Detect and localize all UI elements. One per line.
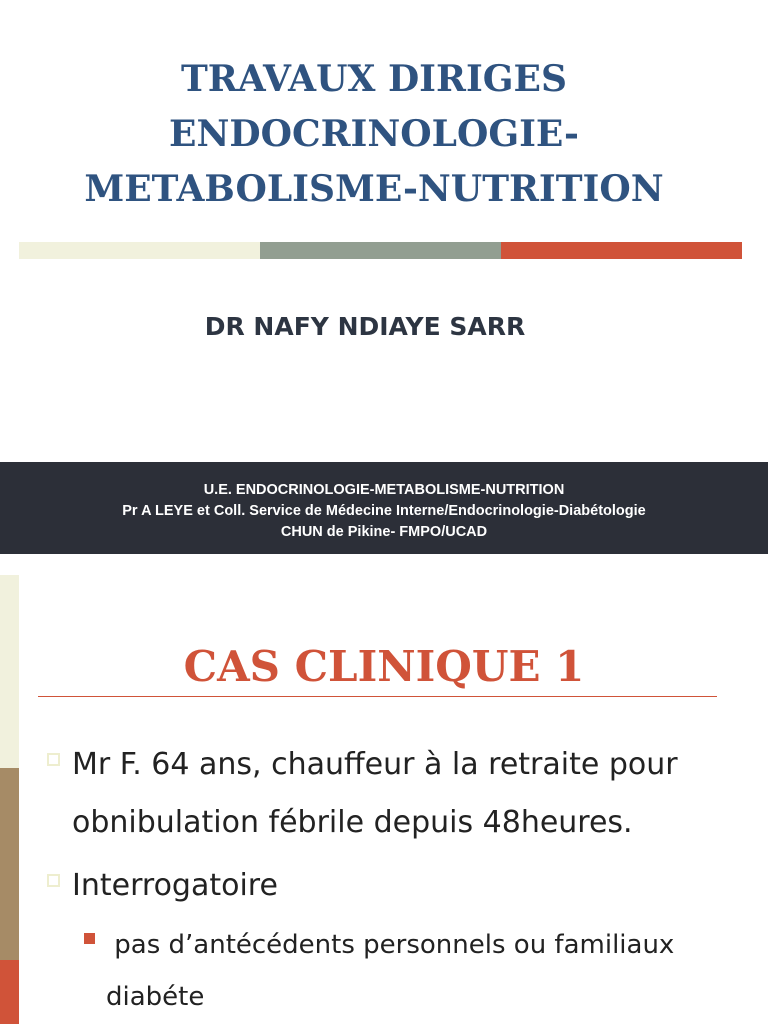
footer-line-1: U.E. ENDOCRINOLOGIE-METABOLISME-NUTRITION	[203, 482, 565, 498]
slide-title	[0, 52, 748, 217]
bullet-line: obnibulation fébrile depuis 48heures.	[72, 805, 633, 840]
bullet-line: Mr F. 64 ans, chauffeur à la retraite pour	[72, 747, 678, 782]
side-bar-red	[0, 960, 19, 1024]
stripe-gray	[260, 242, 501, 259]
stripe-red	[501, 242, 742, 259]
stripe-cream	[19, 242, 260, 259]
title-line-3: METABOLISME-NUTRITION	[84, 168, 664, 210]
bullet-square-icon	[47, 753, 60, 766]
title-divider	[38, 696, 717, 697]
footer-line-3: CHUN de Pikine- FMPO/UCAD	[280, 524, 488, 540]
bullet-item	[72, 857, 752, 915]
footer-line-2: Pr A LEYE et Coll. Service de Médecine Interne/Endocrinologie-Diabétologie	[122, 503, 646, 519]
author-name: DR NAFY NDIAYE SARR	[204, 312, 526, 341]
bullet-item	[106, 919, 746, 1023]
title-line-1: TRAVAUX DIRIGES	[181, 58, 567, 100]
title-slide	[0, 0, 768, 461]
bullet-line: Interrogatoire	[72, 868, 278, 903]
bullet-square-icon	[47, 874, 60, 887]
case-title: CAS CLINIQUE 1	[183, 642, 585, 691]
footer-banner	[0, 462, 768, 554]
side-bar-brown	[0, 768, 19, 960]
title-line-2: ENDOCRINOLOGIE-	[169, 113, 579, 155]
bullet-line: diabéte	[106, 982, 205, 1012]
bullet-square-icon	[84, 933, 95, 944]
case-slide	[0, 575, 768, 1024]
bullet-item	[72, 736, 752, 852]
bullet-line: pas d’antécédents personnels ou familiaux	[106, 930, 675, 960]
